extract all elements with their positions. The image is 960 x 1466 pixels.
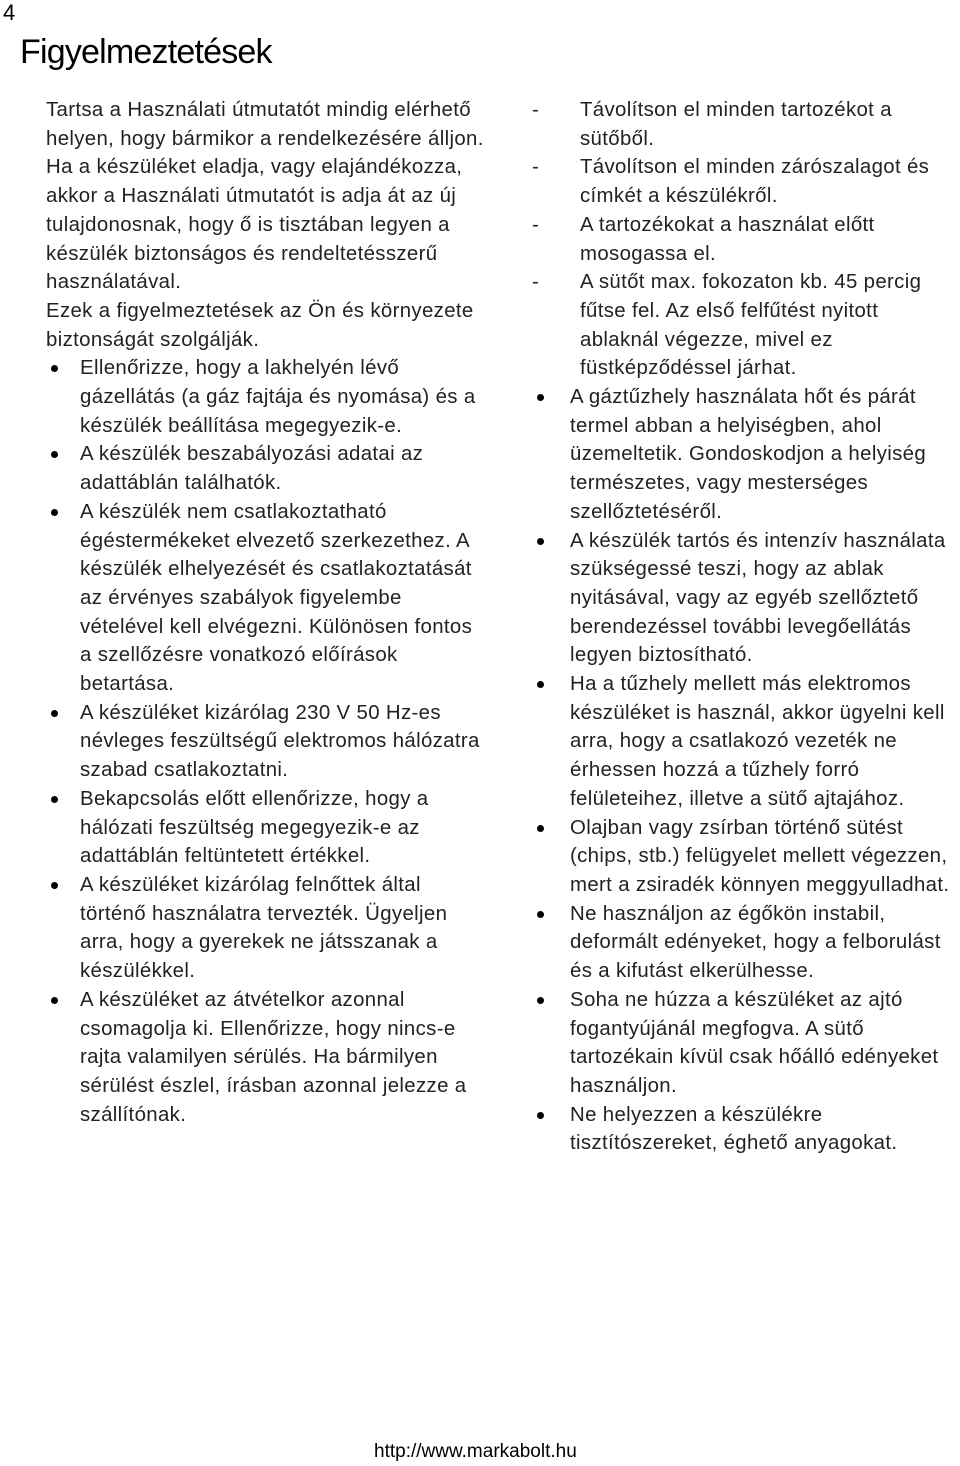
right-column xyxy=(532,96,960,1158)
warning-item: Ne helyezzen a készülékre tisztítószereket, éghető anyagokat. xyxy=(532,1101,960,1158)
warning-item: Soha ne húzza a készüléket az ajtó fogantyújánál megfogva. A sütő tartozékain kívül csak hőálló edényeket használjon. xyxy=(532,986,960,1101)
warning-item: Ellenőrizze, hogy a lakhelyén lévő gázellátás (a gáz fajtája és nyomása) és a készülék beállítása megegyezik-e. xyxy=(46,354,486,440)
preparation-steps xyxy=(532,96,960,383)
footer-url: http://www.markabolt.hu xyxy=(374,1441,577,1462)
warning-item: A gáztűzhely használata hőt és párát termel abban a helyiségben, ahol üzemeltetik. Gondoskodjon a helyiség természetes, vagy mesterséges szellőztetéséről. xyxy=(532,383,960,527)
step-item: - Távolítson el minden tartozékot a sütőből. xyxy=(532,96,960,153)
warning-item: A készüléket az átvételkor azonnal csomagolja ki. Ellenőrizze, hogy nincs-e rajta valamilyen sérülés. Ha bármilyen sérülést észlel, írásban azonnal jelezze a szállítónak. xyxy=(46,986,486,1130)
warning-list-left xyxy=(46,354,486,1129)
page-number: 4 xyxy=(3,0,16,25)
left-column xyxy=(46,96,486,1129)
page-title: Figyelmeztetések xyxy=(20,33,272,71)
intro-text xyxy=(46,96,486,354)
warning-item: A készüléket kizárólag 230 V 50 Hz-es névleges feszültségű elektromos hálózatra szabad csatlakoztatni. xyxy=(46,699,486,785)
step-item: - A tartozékokat a használat előtt mosogassa el. xyxy=(532,211,960,268)
warning-item: Bekapcsolás előtt ellenőrizze, hogy a hálózati feszültség megegyezik-e az adattáblán feltüntetett értékkel. xyxy=(46,785,486,871)
step-item: - A sütőt max. fokozaton kb. 45 percig fűtse fel. Az első felfűtést nyitott ablaknál végezze, mivel ez füstképződéssel járhat. xyxy=(532,268,960,383)
warning-item: Ne használjon az égőkön instabil, deformált edényeket, hogy a felborulást és a kifutást elkerülhesse. xyxy=(532,900,960,986)
warning-item: A készülék tartós és intenzív használata szükségessé teszi, hogy az ablak nyitásával, vagy az egyéb szellőztető berendezéssel további levegőellátás legyen biztosítható. xyxy=(532,527,960,671)
warning-item: Ha a tűzhely mellett más elektromos készüléket is használ, akkor ügyelni kell arra, hogy a csatlakozó vezeték ne érhessen hozzá a tűzhely forró felületeihez, illetve a sütő ajtajához. xyxy=(532,670,960,814)
warning-item: Olajban vagy zsírban történő sütést (chips, stb.) felügyelet mellett végezzen, mert a zsiradék könnyen meggyulladhat. xyxy=(532,814,960,900)
warning-item: A készüléket kizárólag felnőttek által történő használatra tervezték. Ügyeljen arra, hogy a gyerekek ne játsszanak a készülékkel. xyxy=(46,871,486,986)
intro-paragraph: Ezek a figyelmeztetések az Ön és környezete biztonságát szolgálják. xyxy=(46,299,474,351)
warning-item: A készülék beszabályozási adatai az adattáblán találhatók. xyxy=(46,440,486,497)
warning-item: A készülék nem csatlakoztatható égéstermékeket elvezető szerkezethez. A készülék elhelyezését és csatlakoztatását az érvényes szabályok figyelembe vételével kell elvégezni. Különösen fontos a szellőzésre vonatkozó előírások betartása. xyxy=(46,498,486,699)
warning-list-right xyxy=(532,383,960,1158)
intro-paragraph: Tartsa a Használati útmutatót mindig elérhető helyen, hogy bármikor a rendelkezésére álljon. Ha a készüléket eladja, vagy elajándékozza, akkor a Használati útmutatót is adja át az új tulajdonosnak, hogy ő is tisztában legyen a készülék biztonságos és rendeltetésszerű használatával. xyxy=(46,99,484,294)
step-item: - Távolítson el minden zárószalagot és címkét a készülékről. xyxy=(532,153,960,210)
